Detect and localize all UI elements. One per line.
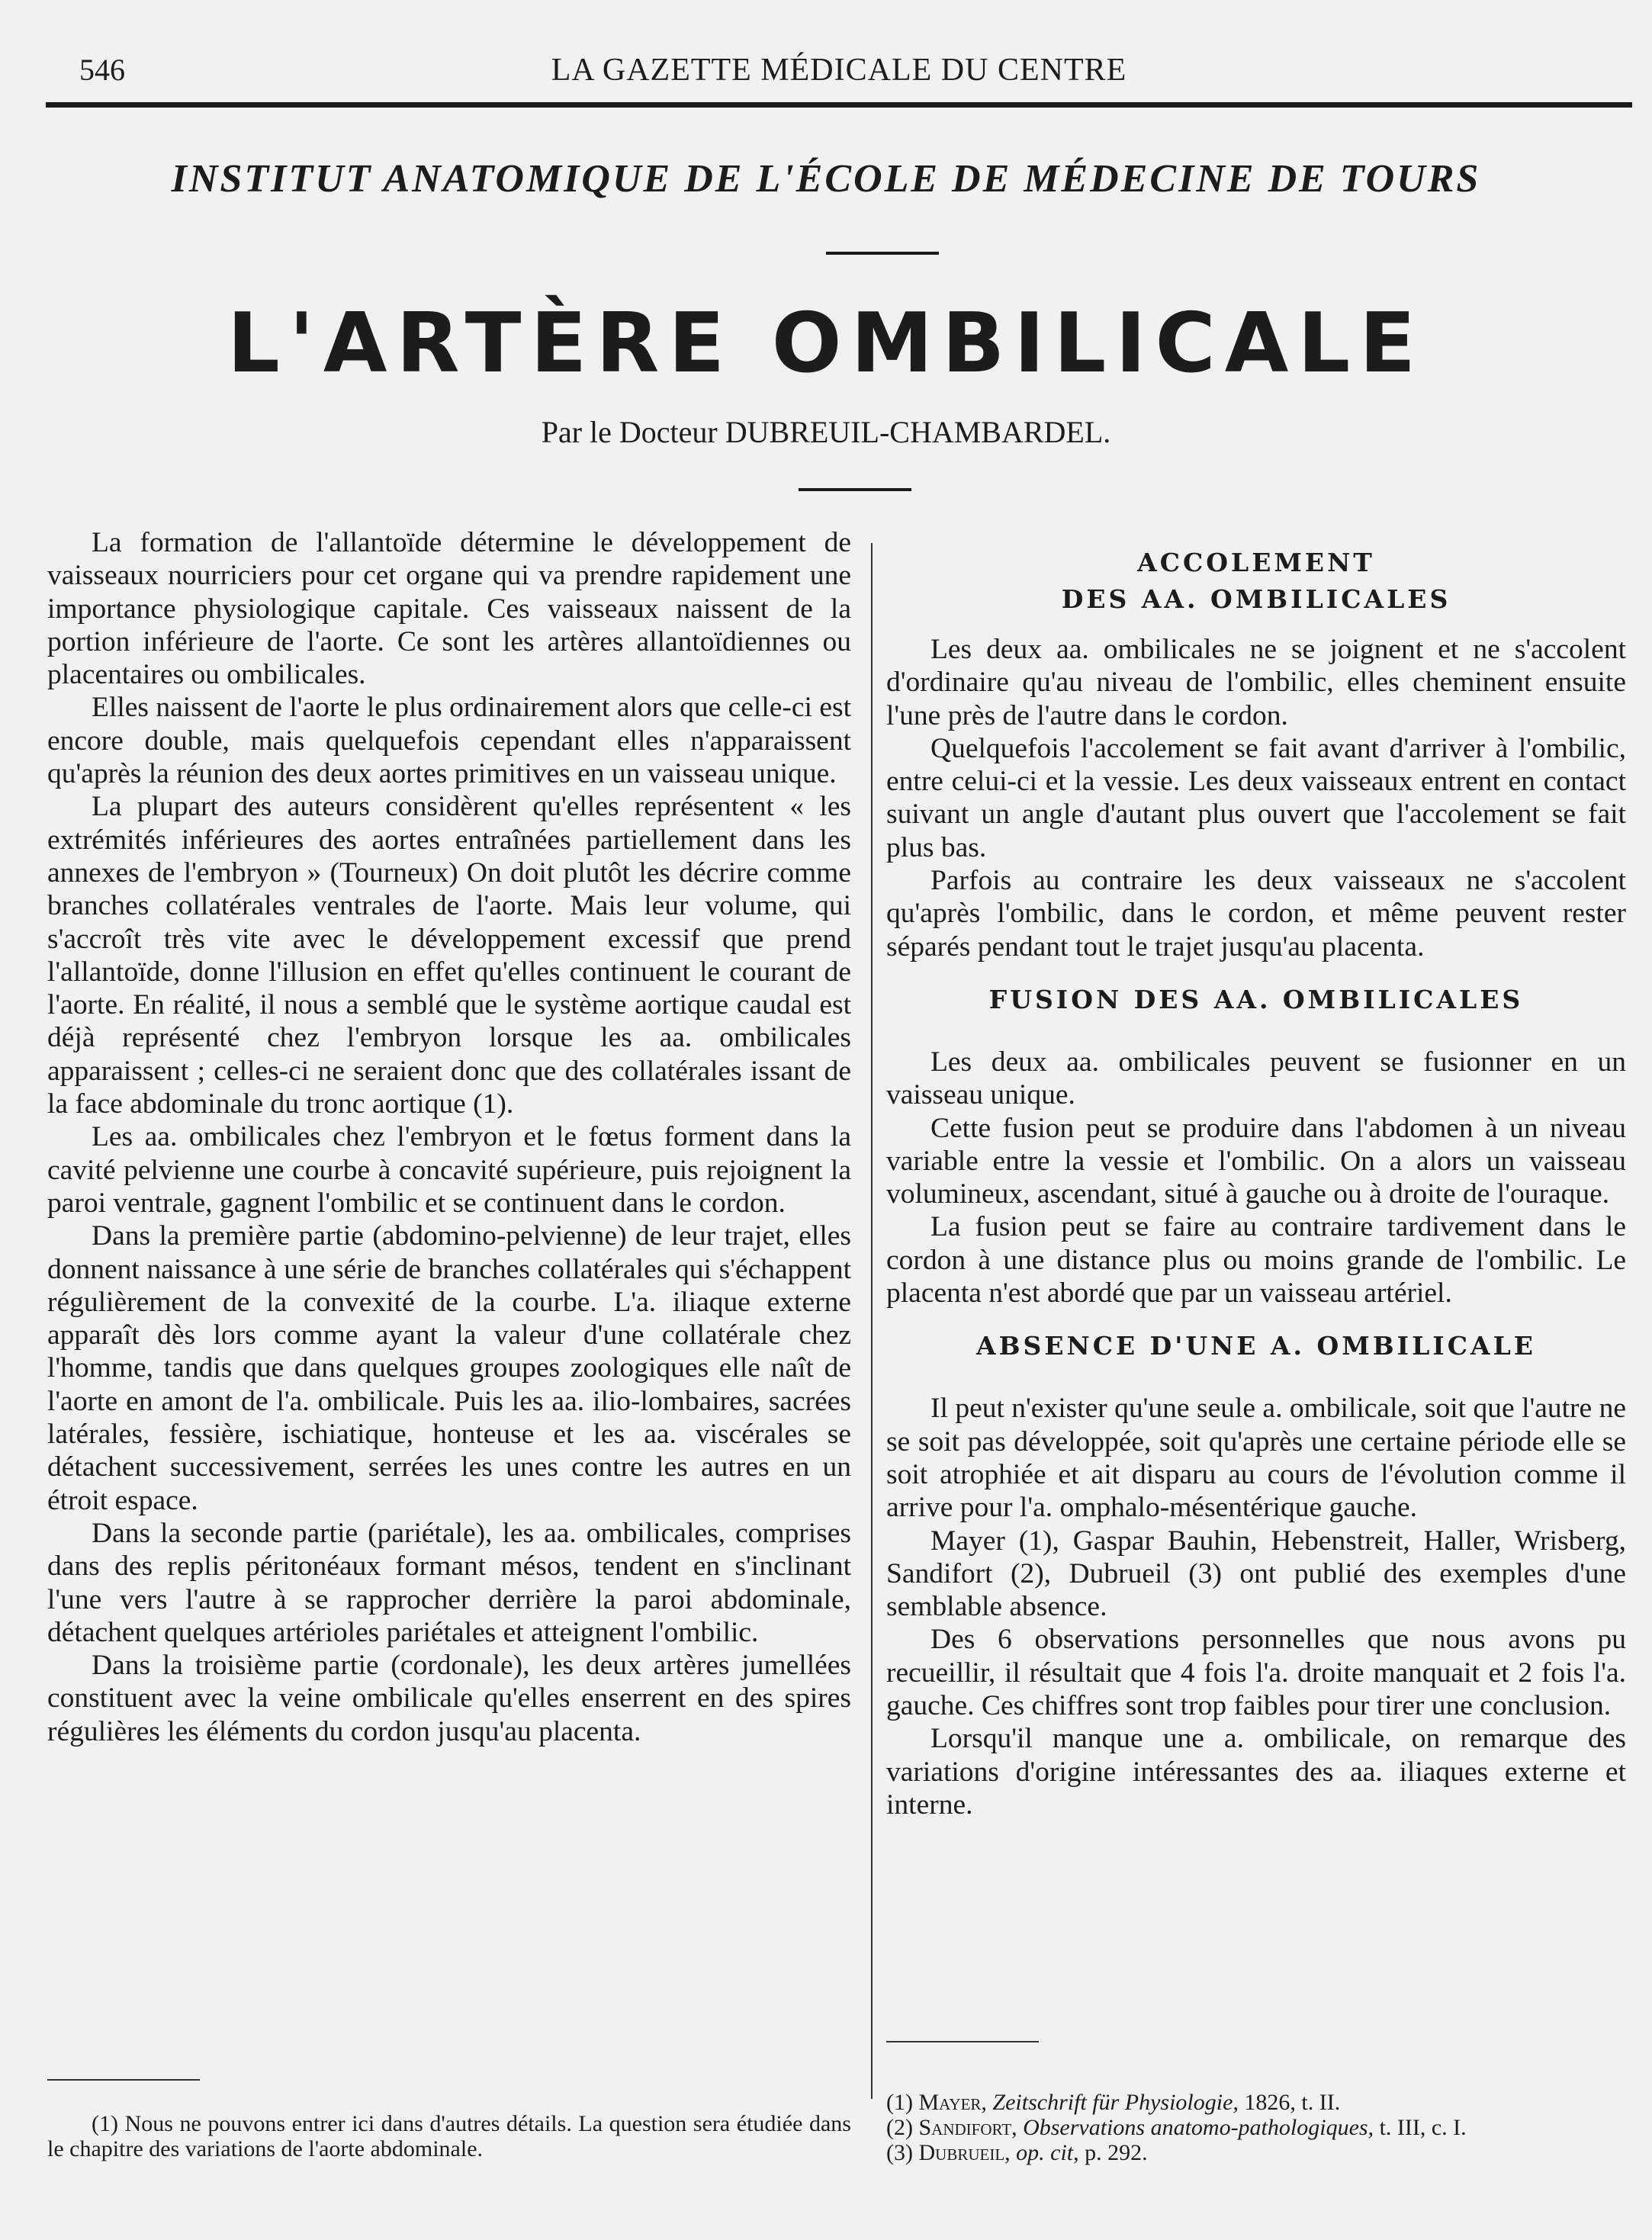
paragraph: Des 6 observations personnelles que nous avons pu recueillir, il résultait que 4 fois l'a. droite manquait et 2 fois l'a. gauche. Ces chiffres sont trop faibles pour tirer une conclusion. [886, 1624, 1626, 1722]
paragraph: Cette fusion peut se produire dans l'abdomen à un niveau variable entre la vessie et l'ombilic. On a alors un vaisseau volumineux, ascendant, situé à gauche ou à droite de l'ouraque. [886, 1112, 1626, 1210]
footnote [886, 2090, 1626, 2115]
footnote: (1) Nous ne pouvons entrer ici dans d'autres détails. La question sera étudiée dans le chapitre des variations de l'aorte abdominale. [47, 2111, 851, 2161]
paragraph: Quelquefois l'accolement se fait avant d'arriver à l'ombilic, entre celui-ci et la vessie. Les deux vaisseaux entrent en contact suivant un angle d'autant plus ouvert que l'accolement se fait plus bas. [886, 732, 1626, 863]
footnote-author: Dubrueil, [918, 2140, 1011, 2165]
section-heading-fusion: FUSION DES AA. OMBILICALES [988, 984, 1524, 1014]
paragraph: Il peut n'exister qu'une seule a. ombilicale, soit que l'autre ne se soit pas développée, soit qu'après une certaine période elle se soit atrophiée et ait disparu au cours de l'évolution comme il arrive pour l'a. omphalo-mésentérique gauche. [886, 1393, 1626, 1524]
paragraph: Les aa. ombilicales chez l'embryon et le fœtus forment dans la cavité pelvienne une courbe à concavité supérieure, puis rejoignent la paroi ventrale, gagnent l'ombilic et se continuent dans le cordon. [47, 1121, 851, 1219]
section-heading-absence: ABSENCE D'UNE A. OMBILICALE [976, 1331, 1536, 1361]
header-rule [46, 102, 1632, 108]
paragraph: Mayer (1), Gaspar Bauhin, Hebenstreit, Haller, Wrisberg, Sandifort (2), Dubrueil (3) ont publié des exemples d'une semblable absence. [886, 1525, 1626, 1623]
right-footnotes [886, 2090, 1626, 2165]
footnote [886, 2115, 1626, 2140]
footnote-number: (3) [886, 2140, 913, 2165]
footnote-author: Sandifort, [918, 2115, 1017, 2140]
footnote-detail: t. III, c. I. [1379, 2115, 1467, 2140]
left-column [47, 526, 851, 1748]
footnote-rule [886, 2041, 1039, 2042]
section-heading-accolement: ACCOLEMENT [1137, 548, 1375, 577]
ornamental-rule [826, 252, 939, 255]
footnote-detail: , p. 292. [1073, 2140, 1148, 2165]
left-footnotes [47, 2111, 851, 2161]
ornamental-rule [799, 488, 911, 491]
paragraph: Dans la première partie (abdomino-pelvienne) de leur trajet, elles donnent naissance à une série de branches collatérales qui s'échappent régulièrement de la convexité de la courbe. L'a. iliaque externe apparaît dès lors comme ayant la valeur d'une collatérale chez l'homme, tandis que dans quelques groupes zoologiques elle naît de l'aorte en amont de l'a. ombilicale. Puis les aa. ilio-lombaires, sacrées latérales, fessière, ischiatique, honteuse et les aa. viscérales se détachent successivement, serrées les unes contre les autres en un étroit espace. [47, 1220, 851, 1516]
paragraph: La formation de l'allantoïde détermine le développement de vaisseaux nourriciers pour cet organe qui va prendre rapidement une importance physiologique capitale. Ces vaisseaux naissent de la portion inférieure de l'aorte. Ce sont les artères allantoïdiennes ou placentaires ou ombilicales. [47, 527, 851, 691]
section-heading-accolement-line2: DES AA. OMBILICALES [1061, 584, 1451, 614]
paragraph: La fusion peut se faire au contraire tardivement dans le cordon à une distance plus ou moins grande de l'ombilic. Le placenta n'est abordé que par un vaisseau artériel. [886, 1211, 1626, 1310]
footnote-work: Zeitschrift für Physiologie, [992, 2090, 1239, 2115]
paragraph: Les deux aa. ombilicales ne se joignent et ne s'accolent d'ordinaire qu'au niveau de l'ombilic, elles cheminent ensuite l'une près de l'autre dans le cordon. [886, 634, 1626, 731]
paragraph: Parfois au contraire les deux vaisseaux ne s'accolent qu'après l'ombilic, dans le cordon, et même peuvent rester séparés pendant tout le trajet jusqu'au placenta. [886, 865, 1626, 963]
paragraph: La plupart des auteurs considèrent qu'elles représentent « les extrémités inférieures des aortes entraînées partiellement dans les annexes de l'embryon » (Tourneux) On doit plutôt les décrire comme branches collatérales ventrales de l'aorte. Mais leur volume, qui s'accroît très vite avec le développement excessif que prend l'allantoïde, donne l'illusion en effet qu'elles continuent le courant de l'aorte. En réalité, il nous a semblé que le système aortique caudal est déjà représenté chez l'embryon lorsque les aa. ombilicales apparaissent ; celles-ci ne seraient donc que des collatérales issant de la face abdominale du tronc aortique (1). [47, 791, 851, 1120]
footnote-number: (1) [886, 2090, 913, 2115]
footnote-number: (2) [886, 2115, 913, 2140]
paragraph: Lorsqu'il manque une a. ombilicale, on remarque des variations d'origine intéressantes des aa. iliaques externe et interne. [886, 1723, 1626, 1821]
column-divider [871, 543, 873, 2099]
paragraph: Dans la seconde partie (pariétale), les aa. ombilicales, comprises dans des replis péritonéaux formant mésos, tendent en s'inclinant l'une vers l'autre à se rapprocher derrière la paroi abdominale, détachent quelques artérioles pariétales et atteignent l'ombilic. [47, 1517, 851, 1648]
article-title: L'ARTÈRE OMBILICALE [227, 296, 1425, 391]
footnote-work: Observations anatomo-pathologiques, [1023, 2115, 1374, 2140]
page-header [46, 47, 1632, 93]
footnote-detail: 1826, t. II. [1244, 2090, 1341, 2115]
footnote [886, 2140, 1626, 2165]
running-title: LA GAZETTE MÉDICALE DU CENTRE [551, 53, 1127, 88]
paragraph: Les deux aa. ombilicales peuvent se fusionner en un vaisseau unique. [886, 1046, 1626, 1111]
footnote-work: op. cit [1016, 2140, 1074, 2165]
article-byline: Par le Docteur DUBREUIL-CHAMBARDEL. [541, 415, 1111, 449]
institute-heading: INSTITUT ANATOMIQUE DE L'ÉCOLE DE MÉDECINE DE TOURS [171, 157, 1481, 201]
footnote-author: Mayer, [918, 2090, 987, 2115]
page-number: 546 [79, 53, 125, 87]
paragraph: Dans la troisième partie (cordonale), les deux artères jumellées constituent avec la veine ombilicale qu'elles enserrent en des spires régulières les éléments du cordon jusqu'au placenta. [47, 1650, 851, 1747]
footnote-rule [47, 2079, 200, 2081]
right-column [886, 526, 1626, 1821]
paragraph: Elles naissent de l'aorte le plus ordinairement alors que celle-ci est encore double, mais quelquefois cependant elles n'apparaissent qu'après la réunion des deux aortes primitives en un vaisseau unique. [47, 692, 851, 790]
